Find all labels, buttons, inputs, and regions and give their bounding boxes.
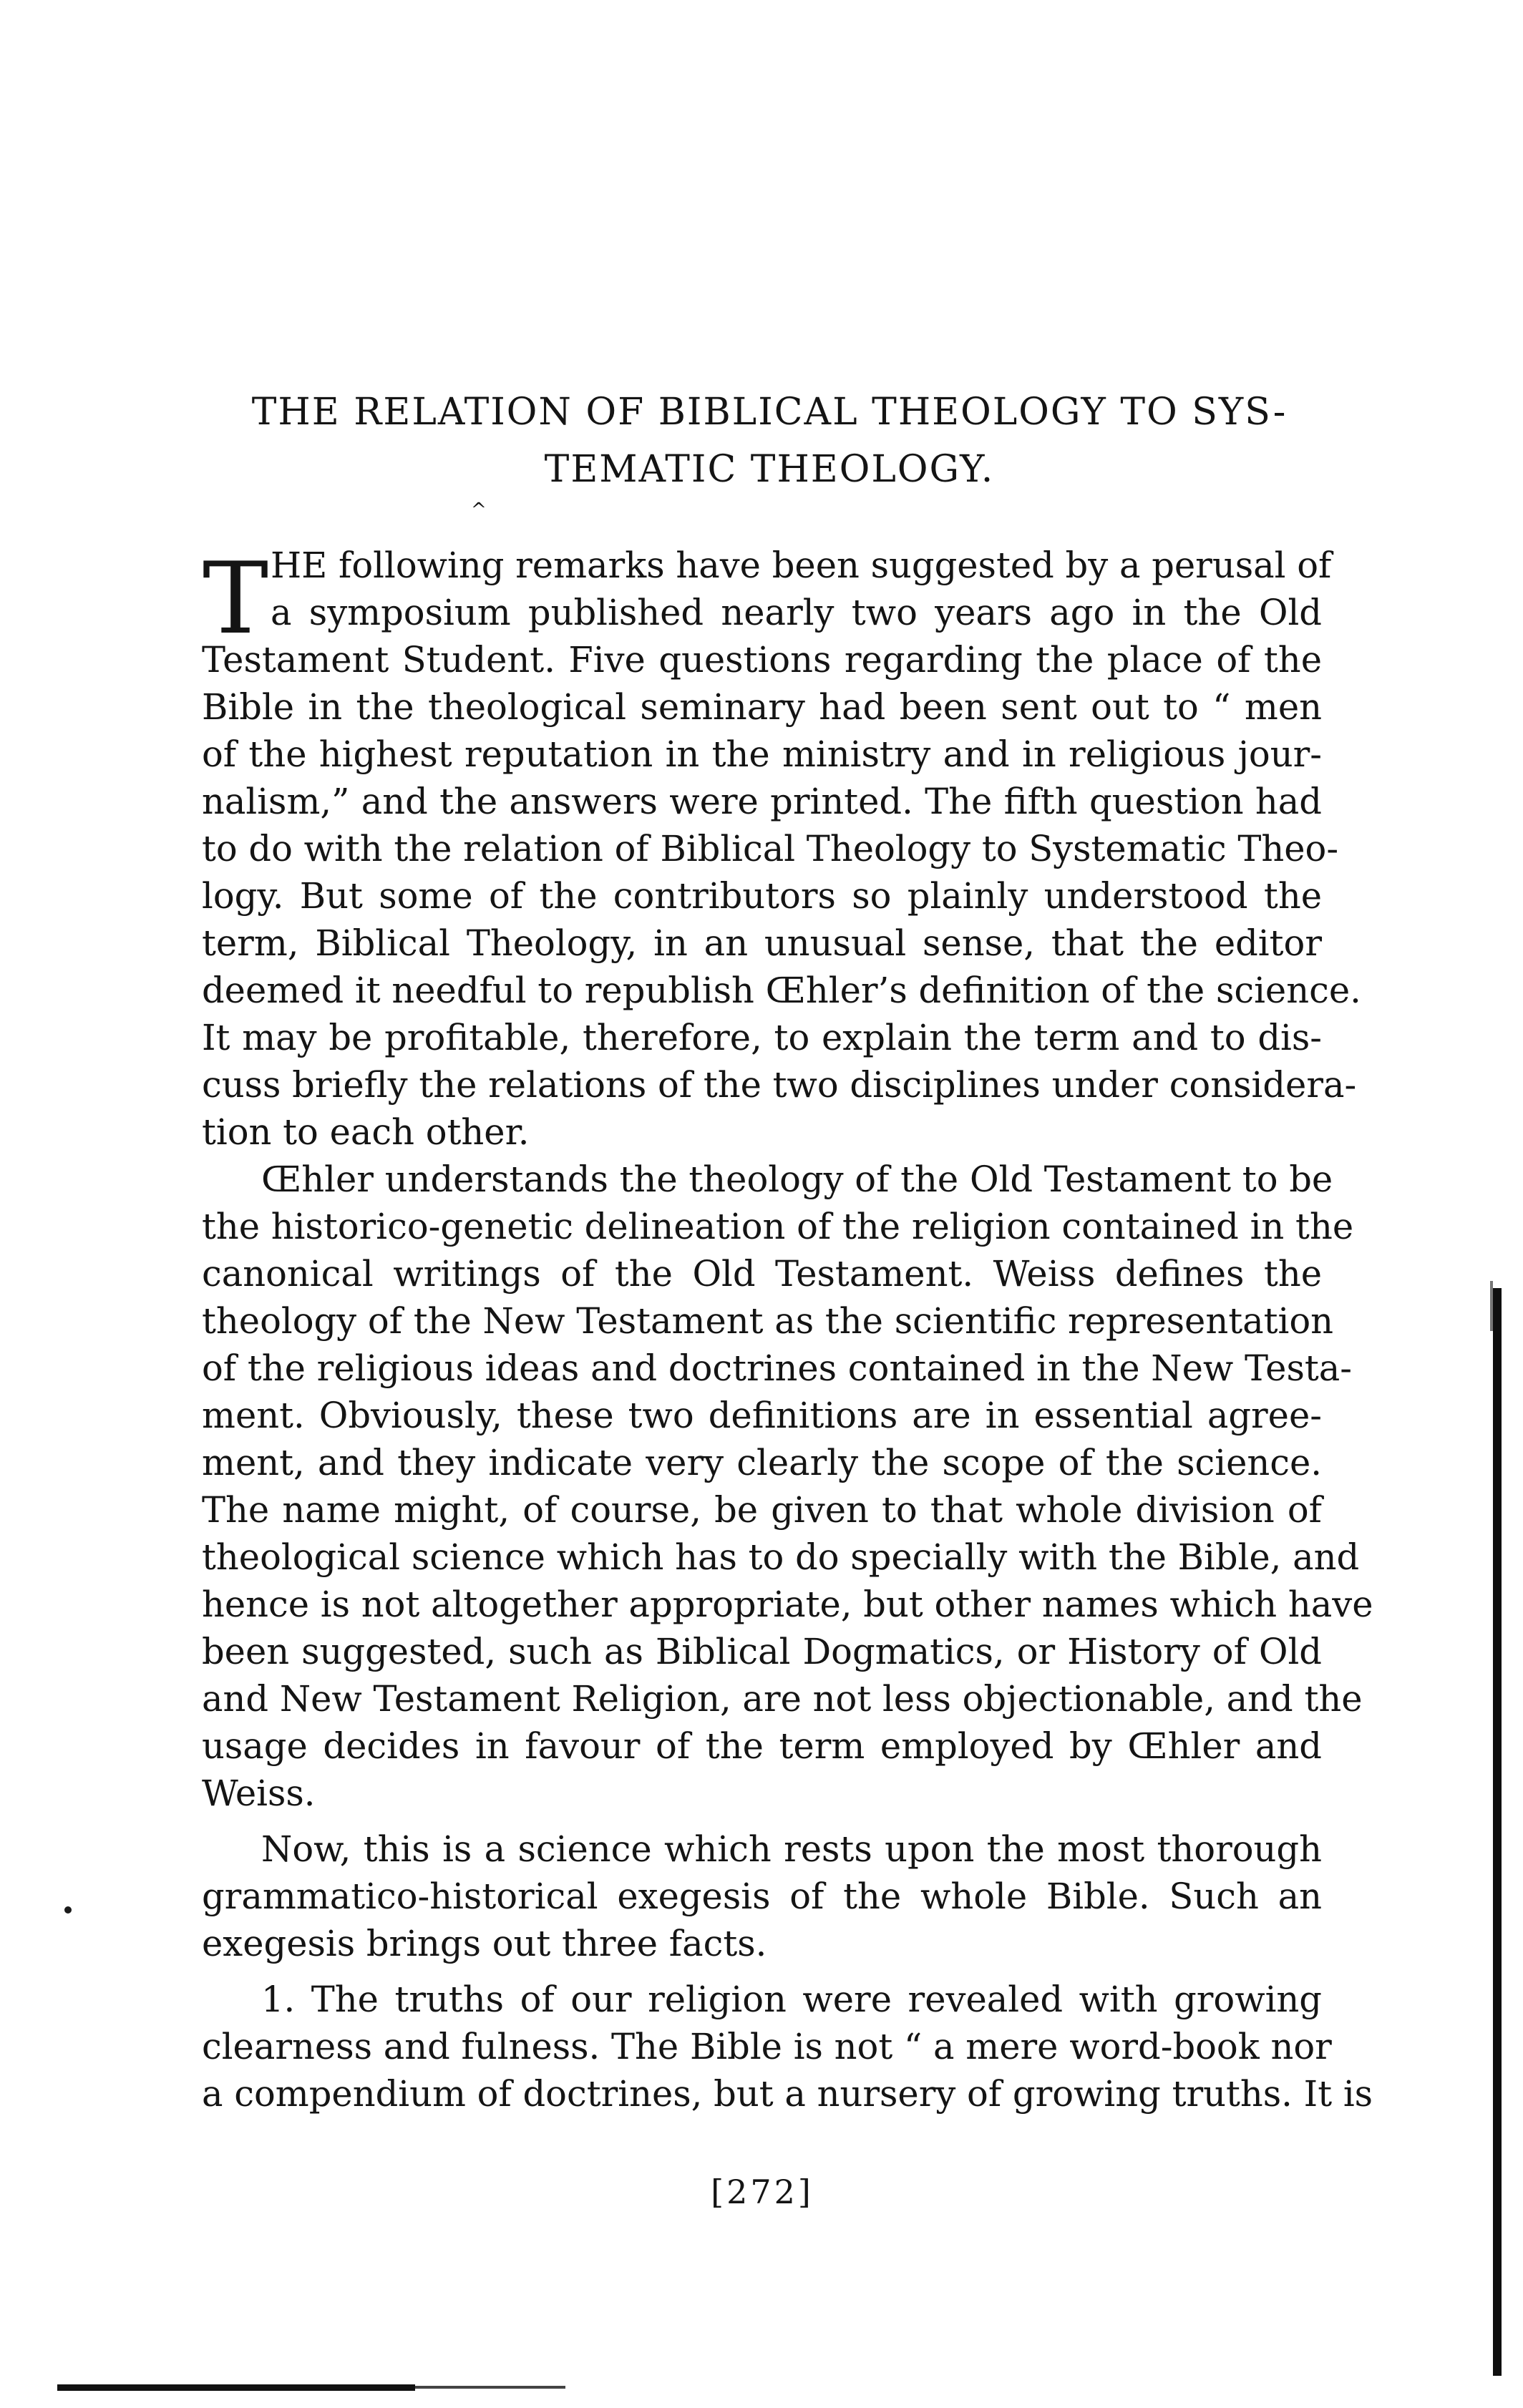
text-line: to do with the relation of Biblical Theology to Systematic Theo- [202,828,1339,869]
text-line: HE following remarks have been suggested by a perusal of [271,545,1332,586]
text-line: 1. The truths of our religion were revealed with growing [261,1979,1322,2020]
text-line: Bible in the theological seminary had been sent out to “ men [202,686,1322,728]
text-line: deemed it needful to republish Œhler’s definition of the science. [202,970,1361,1011]
text-line: It may be profitable, therefore, to explain the term and to dis- [202,1017,1322,1058]
text-line: theology of the New Testament as the scientific representation [202,1300,1334,1342]
margin-dot [64,1906,72,1914]
text-line: ment, and they indicate very clearly the scope of the science. [202,1442,1322,1483]
insertion-mark: ^ [471,499,487,521]
text-line: logy. But some of the contributors so plainly understood the [202,875,1322,917]
scan-bottom-edge [57,2384,415,2391]
scan-bottom-edge-thin [415,2386,565,2389]
text-line: been suggested, such as Biblical Dogmatics, or History of Old [202,1631,1322,1672]
page-number: [272] [711,2173,814,2211]
text-line: ment. Obviously, these two definitions are in essential agree- [202,1395,1322,1436]
text-line: a compendium of doctrines, but a nursery of growing truths. It is [202,2073,1373,2115]
text-line: nalism,” and the answers were printed. The fifth question had [202,781,1322,822]
scan-edge-bar [1493,1288,1502,2376]
text-line: clearness and fulness. The Bible is not “ a mere word-book nor [202,2026,1332,2067]
text-line: a symposium published nearly two years ago in the Old [271,592,1322,633]
text-line: Œhler understands the theology of the Old Testament to be [261,1159,1333,1200]
text-line: cuss briefly the relations of the two disciplines under considera- [202,1064,1357,1106]
text-line: of the religious ideas and doctrines contained in the New Testa- [202,1347,1352,1389]
article-title-line-2: TEMATIC THEOLOGY. [544,448,995,491]
text-line: Now, this is a science which rests upon the most thorough [261,1828,1322,1870]
text-line: The name might, of course, be given to that whole division of [202,1489,1322,1531]
text-line: and New Testament Religion, are not less objectionable, and the [202,1678,1363,1720]
text-line: usage decides in favour of the term employed by Œhler and [202,1725,1322,1767]
text-line: tion to each other. [202,1111,530,1153]
text-line: term, Biblical Theology, in an unusual sense, that the editor [202,922,1322,964]
text-line: theological science which has to do specially with the Bible, and [202,1536,1360,1578]
article-title-line-1: THE RELATION OF BIBLICAL THEOLOGY TO SYS- [251,391,1288,434]
text-line: Weiss. [202,1773,316,1814]
text-line: the historico-genetic delineation of the religion contained in the [202,1206,1354,1247]
text-line: exegesis brings out three facts. [202,1923,767,1964]
text-line: canonical writings of the Old Testament. Weiss defines the [202,1253,1322,1295]
text-line: of the highest reputation in the ministry and in religious jour- [202,733,1322,775]
drop-cap: T [203,541,269,656]
text-line: Testament Student. Five questions regarding the place of the [202,639,1322,681]
text-line: hence is not altogether appropriate, but other names which have [202,1584,1373,1625]
text-line: grammatico-historical exegesis of the whole Bible. Such an [202,1876,1322,1917]
